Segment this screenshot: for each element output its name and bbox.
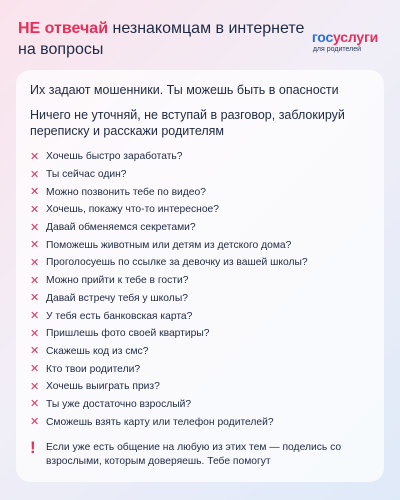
cross-icon: ✕ [30,221,40,234]
cross-icon: ✕ [30,203,40,216]
list-item [30,272,372,290]
list-item [30,396,372,414]
list-item-label: Давай встречу тебя у школы? [46,292,188,304]
list-item [30,343,372,361]
title-accent: НЕ отвечай [18,20,109,37]
list-item-label: Хочешь, покажу что-то интересное? [46,204,220,216]
title-rest: незнакомцам в интернете на вопросы [18,20,305,58]
list-item [30,413,372,431]
list-item-label: Сможешь взять карту или телефон родителей? [46,416,274,428]
cross-icon: ✕ [30,186,40,199]
list-item [30,183,372,201]
cross-icon: ✕ [30,239,40,252]
cross-icon: ✕ [30,310,40,323]
questions-list [30,148,372,431]
list-item-label: Скажешь код из смс? [46,345,149,357]
list-item-label: Поможешь животным или детям из детского дома? [46,239,292,251]
list-item [30,201,372,219]
list-item [30,148,372,166]
list-item [30,325,372,343]
footer-text: Если уже есть общение на любую из этих тем — поделись со взрослыми, которым доверяешь. Тебе помогут [46,442,342,467]
instruction-text: Ничего не уточняй, не вступай в разговор, заблокируй переписку и расскажи родителям [30,108,345,138]
cross-icon: ✕ [30,363,40,376]
list-item-label: Можно прийти к тебе в гости? [46,275,189,287]
logo-gos: гос [311,29,334,45]
list-item [30,290,372,308]
cross-icon: ✕ [30,327,40,340]
lead-text: Их задают мошенники. Ты можешь быть в опасности [30,83,339,97]
list-item [30,378,372,396]
list-item [30,307,372,325]
content-card [16,70,384,482]
cross-icon: ✕ [30,416,40,429]
cross-icon: ✕ [30,345,40,358]
gosuslugi-logo [312,30,378,54]
logo-uslugi: услуги [333,29,378,45]
cross-icon: ✕ [30,380,40,393]
logo-wordmark [312,30,378,45]
list-item-label: Ты уже достаточно взрослый? [46,398,192,410]
cross-icon: ✕ [30,398,40,411]
list-item-label: Хочешь выиграть приз? [46,381,160,393]
list-item-label: Давай обменяемся секретами? [46,222,196,234]
list-item-label: Пришлешь фото своей квартиры? [46,328,210,340]
list-item-label: Проголосуешь по ссылке за девочку из вашей школы? [46,257,308,269]
cross-icon: ✕ [30,168,40,181]
exclamation-icon: ! [30,438,36,457]
list-item-label: Хочешь быстро заработать? [46,151,183,163]
list-item [30,254,372,272]
list-item [30,219,372,237]
cross-icon: ✕ [30,256,40,269]
list-item-label: Ты сейчас один? [46,169,127,181]
footer-note [30,438,372,468]
list-item [30,236,372,254]
page-title [18,18,308,60]
cross-icon: ✕ [30,274,40,287]
cross-icon: ✕ [30,150,40,163]
list-item-label: Можно позвонить тебе по видео? [46,186,206,198]
list-item-label: У тебя есть банковская карта? [46,310,193,322]
list-item [30,360,372,378]
list-item-label: Кто твои родители? [46,363,141,375]
cross-icon: ✕ [30,292,40,305]
list-item [30,166,372,184]
logo-subtitle: для родителей [312,46,362,53]
